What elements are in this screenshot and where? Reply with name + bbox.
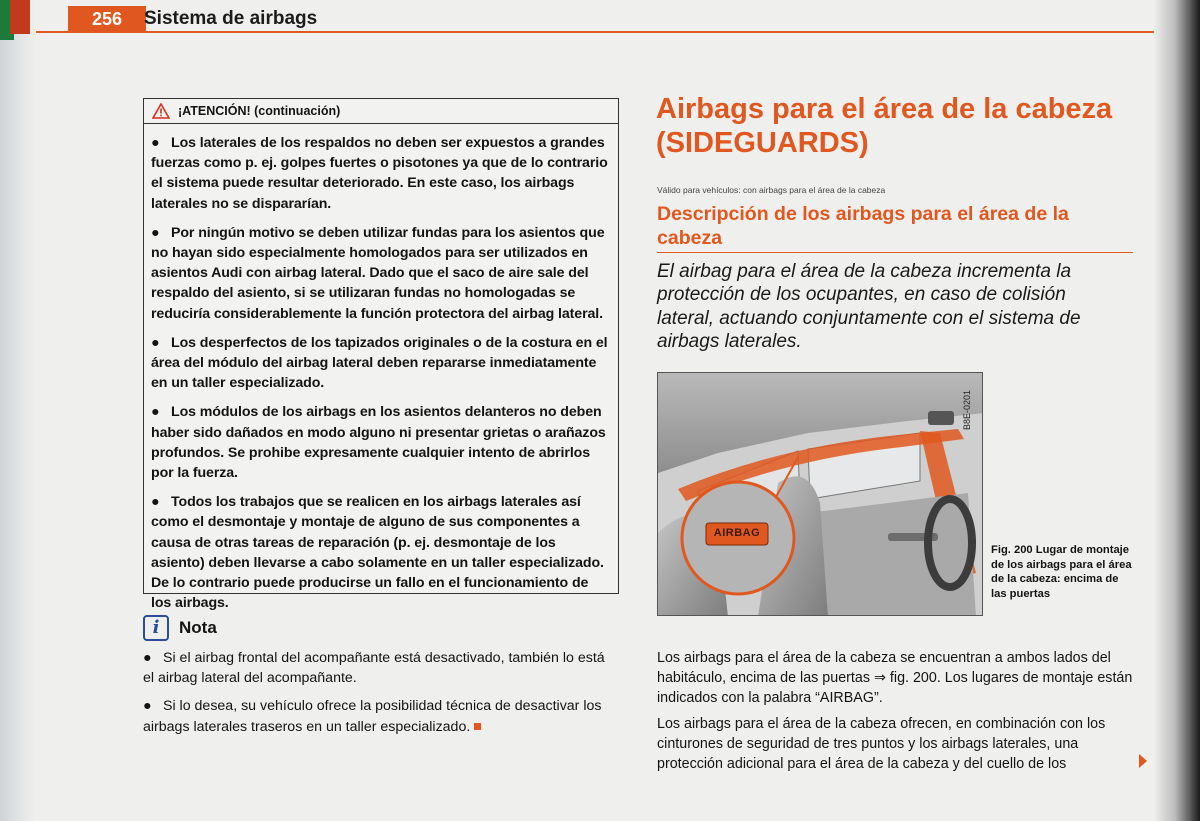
warning-item	[151, 402, 612, 483]
warning-item-text: Los desperfectos de los tapizados originales o de la costura en el área del módulo del airbag lateral deben repararse inmediatamente en un taller especializado.	[151, 334, 608, 392]
scan-left-edge	[0, 0, 36, 821]
bullet: ●	[151, 224, 160, 241]
scan-right-edge	[1154, 0, 1200, 821]
warning-item	[151, 223, 612, 324]
warning-item	[151, 492, 612, 613]
figure-car-interior	[657, 372, 983, 616]
airbag-label: AIRBAG	[713, 527, 761, 539]
figure-code: B8E-0201	[962, 389, 972, 430]
warning-box	[143, 98, 619, 612]
scan-tab-red	[10, 0, 30, 34]
main-title: Airbags para el área de la cabeza (SIDEGUARDS)	[656, 93, 1113, 159]
bullet: ●	[143, 698, 152, 715]
bullet: ●	[151, 334, 160, 351]
page-header	[36, 6, 1154, 32]
subtitle: Descripción de los airbags para el área de la cabeza	[657, 202, 1133, 253]
note-item-text: Si lo desea, su vehículo ofrece la posibilidad técnica de desactivar los airbags laterales traseros en un taller especializado.	[143, 698, 602, 735]
body-paragraph-2: Los airbags para el área de la cabeza ofrecen, en combinación con los cinturones de seguridad de tres puntos y los airbags laterales, una protección adicional para el área de la cabeza y del cuello de los	[657, 716, 1106, 773]
header-rule	[36, 31, 1154, 33]
warning-item-text: Los laterales de los respaldos no deben ser expuestos a grandes fuerzas como p. ej. golpes fuertes o pisotones ya que de lo contrario el sistema puede resultar deteriorado. En este caso, los airbags laterales no se dispararían.	[151, 135, 608, 212]
bullet: ●	[151, 494, 160, 511]
section-title: Sistema de airbags	[144, 8, 318, 29]
lead-paragraph: El airbag para el área de la cabeza incrementa la protección de los ocupantes, en caso de colisión lateral, actuando conjuntamente con el sistema de airbags laterales.	[657, 261, 1081, 353]
bullet: ●	[151, 404, 160, 421]
note-item	[143, 696, 619, 736]
note-item-text: Si el airbag frontal del acompañante está desactivado, también lo está el airbag lateral del acompañante.	[143, 650, 605, 687]
page-number: 256	[68, 6, 146, 32]
note-body	[143, 648, 619, 737]
warning-item	[151, 333, 612, 394]
warning-title: ¡ATENCIÓN! (continuación)	[178, 104, 341, 118]
note-section	[143, 614, 619, 745]
end-mark-icon	[474, 723, 481, 730]
body-paragraph-1: Los airbags para el área de la cabeza se encuentran a ambos lados del habitáculo, encima de las puertas ⇒ fig. 200. Los lugares de montaje están indicados con la palabra “AIRBAG”.	[657, 650, 1133, 707]
bullet: ●	[151, 135, 160, 151]
validity-note: Válido para vehículos: con airbags para el área de la cabeza	[657, 185, 886, 195]
continue-arrow-icon	[1139, 754, 1147, 768]
warning-header	[144, 99, 618, 124]
warning-item-text: Los módulos de los airbags en los asientos delanteros no deben haber sido dañados en modo alguno ni presentar grietas o arañazos profundos. Se prohibe expresamente cualquier intento de abrirlos por la fuerza.	[151, 404, 606, 482]
warning-item-text: Por ningún motivo se deben utilizar fundas para los asientos que no hayan sido especialmente homologados para ser utilizados en asientos Audi con airbag lateral. Dado que el saco de aire sale del respaldo del asiento, si se utilizaran fundas no homologadas se reduciría considerablemente la función protectora del airbag lateral.	[151, 224, 605, 322]
info-icon: i	[143, 615, 169, 641]
note-header	[143, 614, 619, 642]
warning-item-text: Todos los trabajos que se realicen en los airbags laterales así como el desmontaje y montaje de alguno de sus componentes a causa de otras tareas de reparación (p. ej. desmontaje de los asiento) deben llevarse a cabo solamente en un taller especializado. De lo contrario puede producirse un fallo en el funcionamiento de los airbags.	[151, 494, 604, 612]
warning-triangle-icon	[152, 103, 170, 119]
note-item	[143, 648, 619, 688]
figure-caption: Fig. 200 Lugar de montaje de los airbags para el área de la cabeza: encima de las puertas	[991, 544, 1132, 600]
warning-body	[144, 124, 618, 613]
car-interior-illustration	[658, 373, 983, 616]
bullet: ●	[143, 650, 152, 666]
note-title: Nota	[179, 618, 217, 637]
warning-item	[151, 133, 612, 214]
